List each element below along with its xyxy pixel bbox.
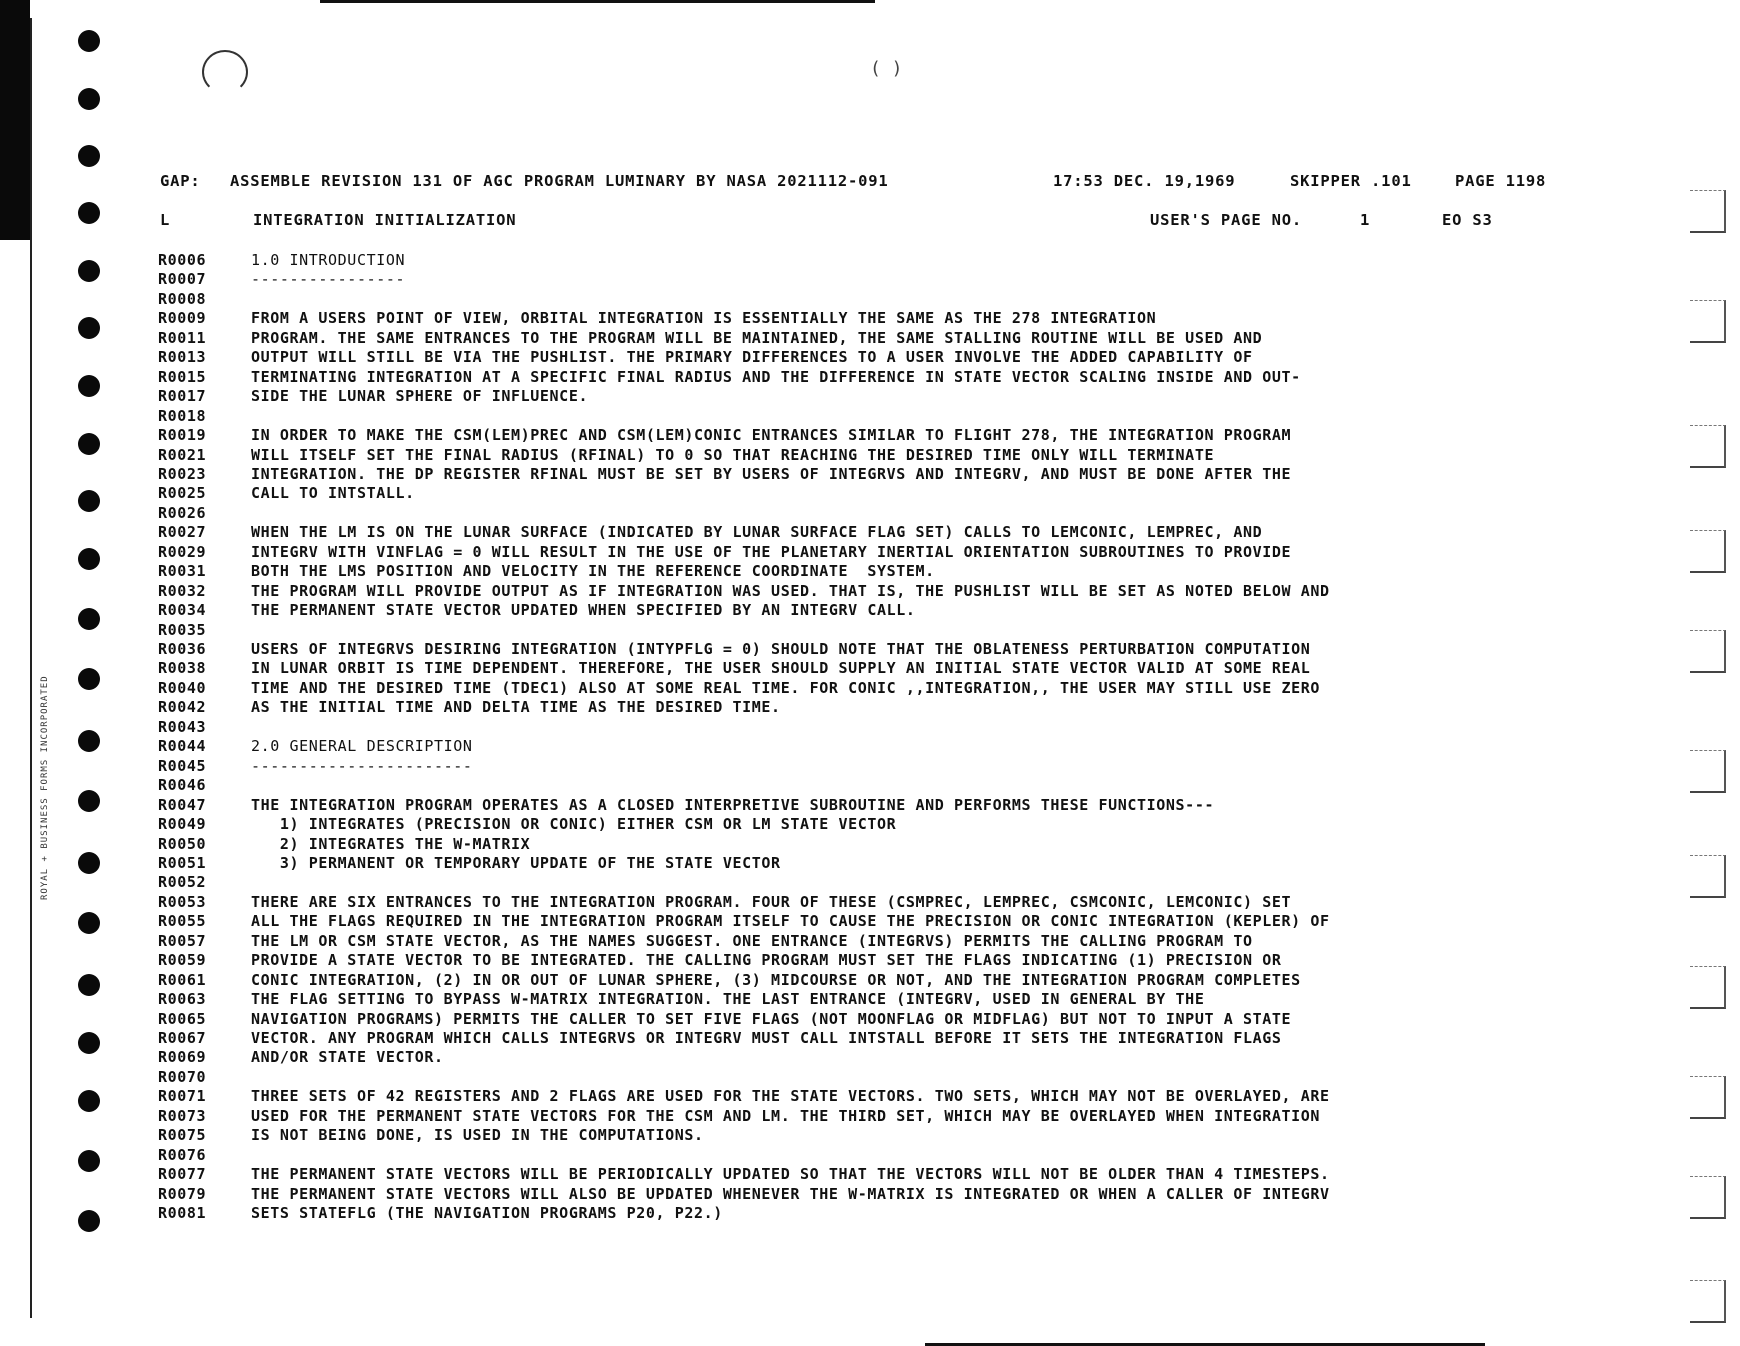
- tractor-feed-holes: [78, 30, 106, 1330]
- line-text: AS THE INITIAL TIME AND DELTA TIME AS THE DESIRED TIME.: [251, 698, 781, 717]
- line-text: TERMINATING INTEGRATION AT A SPECIFIC FINAL RADIUS AND THE DIFFERENCE IN STATE VECTOR SCALING INSIDE AND OUT-: [251, 367, 1301, 386]
- form-vendor-text: ROYAL + BUSINESS FORMS INCORPORATED: [40, 675, 50, 900]
- margin-bracket-mark: [1690, 190, 1726, 233]
- feed-hole: [78, 490, 100, 512]
- line-text: THE PERMANENT STATE VECTOR UPDATED WHEN SPECIFIED BY AN INTEGRV CALL.: [251, 601, 916, 620]
- record-number: R0061: [158, 970, 207, 989]
- margin-bracket-mark: [1690, 530, 1726, 573]
- line-text: BOTH THE LMS POSITION AND VELOCITY IN THE REFERENCE COORDINATE SYSTEM.: [251, 562, 935, 581]
- line-text: OUTPUT WILL STILL BE VIA THE PUSHLIST. THE PRIMARY DIFFERENCES TO A USER INVOLVE THE ADDED CAPABILITY OF: [251, 348, 1253, 367]
- record-number: R0021: [158, 445, 207, 464]
- line-text: SIDE THE LUNAR SPHERE OF INFLUENCE.: [251, 387, 589, 406]
- margin-bracket-mark: [1690, 1176, 1726, 1219]
- margin-bracket-mark: [1690, 425, 1726, 468]
- feed-hole: [78, 1210, 100, 1232]
- record-number: R0045: [158, 756, 207, 775]
- record-number: R0006: [158, 251, 207, 269]
- record-number: R0065: [158, 1009, 207, 1028]
- record-number: R0049: [158, 815, 207, 834]
- line-text: VECTOR. ANY PROGRAM WHICH CALLS INTEGRVS OR INTEGRV MUST CALL INTSTALL BEFORE IT SETS THE INTEGRATION FLAGS: [251, 1029, 1282, 1047]
- feed-hole: [78, 375, 100, 397]
- feed-hole: [78, 1032, 100, 1054]
- line-text: CALL TO INTSTALL.: [251, 484, 415, 503]
- line-text: THE PERMANENT STATE VECTORS WILL BE PERIODICALLY UPDATED SO THAT THE VECTORS WILL NOT BE OLDER THAN 4 TIMESTEPS.: [251, 1165, 1330, 1184]
- record-number: R0070: [158, 1067, 207, 1086]
- margin-bracket-mark: [1690, 855, 1726, 898]
- user-page-label: USER'S PAGE NO.: [1150, 211, 1302, 229]
- section-header: [160, 211, 1560, 233]
- feed-hole: [78, 1090, 100, 1112]
- header-title: ASSEMBLE REVISION 131 OF AGC PROGRAM LUMINARY BY NASA 2021112-091: [230, 172, 889, 190]
- header-timestamp: 17:53 DEC. 19,1969: [1053, 172, 1236, 190]
- record-number: R0050: [158, 834, 207, 853]
- feed-hole: [78, 317, 100, 339]
- line-text: IN ORDER TO MAKE THE CSM(LEM)PREC AND CSM(LEM)CONIC ENTRANCES SIMILAR TO FLIGHT 278, THE INTEGRATION PROGRAM: [251, 426, 1292, 445]
- record-number: R0038: [158, 659, 207, 678]
- line-text: 2) INTEGRATES THE W-MATRIX: [251, 834, 531, 853]
- line-text: NAVIGATION PROGRAMS) PERMITS THE CALLER TO SET FIVE FLAGS (NOT MOONFLAG OR MIDFLAG) BUT NOT TO INPUT A STATE: [251, 1009, 1292, 1028]
- line-type: L: [160, 211, 171, 229]
- record-number: R0073: [158, 1106, 207, 1125]
- margin-bracket-mark: [1690, 1280, 1726, 1323]
- record-number: R0019: [158, 426, 207, 445]
- header-page-number: PAGE 1198: [1455, 172, 1547, 190]
- record-number: R0077: [158, 1165, 207, 1184]
- circle-mark: [202, 50, 248, 94]
- record-number: R0044: [158, 737, 207, 756]
- feed-hole: [78, 974, 100, 996]
- line-text: 1.0 INTRODUCTION: [251, 251, 406, 269]
- line-text: SETS STATEFLG (THE NAVIGATION PROGRAMS P20, P22.): [251, 1204, 723, 1223]
- feed-hole: [78, 852, 100, 874]
- line-text: -----------------------: [251, 756, 473, 775]
- user-page-number: 1: [1360, 211, 1371, 229]
- line-text: THE FLAG SETTING TO BYPASS W-MATRIX INTEGRATION. THE LAST ENTRANCE (INTEGRV, USED IN GENERAL BY THE: [251, 990, 1205, 1009]
- record-number: R0043: [158, 717, 207, 736]
- line-text: ----------------: [251, 270, 406, 289]
- record-number: R0029: [158, 542, 207, 561]
- feed-hole: [78, 88, 100, 110]
- line-text: ALL THE FLAGS REQUIRED IN THE INTEGRATION PROGRAM ITSELF TO CAUSE THE PRECISION OR CONIC INTEGRATION (KEPLER) OF: [251, 912, 1330, 931]
- line-text: PROVIDE A STATE VECTOR TO BE INTEGRATED. THE CALLING PROGRAM MUST SET THE FLAGS INDICATING (1) PRECISION OR: [251, 951, 1282, 970]
- line-text: AND/OR STATE VECTOR.: [251, 1048, 444, 1067]
- record-number: R0067: [158, 1029, 207, 1047]
- feed-hole: [78, 260, 100, 282]
- record-number: R0026: [158, 503, 207, 522]
- line-text: THREE SETS OF 42 REGISTERS AND 2 FLAGS ARE USED FOR THE STATE VECTORS. TWO SETS, WHICH MAY NOT BE OVERLAYED, ARE: [251, 1087, 1330, 1106]
- feed-hole: [78, 668, 100, 690]
- margin-line: [30, 18, 32, 1318]
- line-text: WILL ITSELF SET THE FINAL RADIUS (RFINAL) TO 0 SO THAT REACHING THE DESIRED TIME ONLY WILL TERMINATE: [251, 445, 1215, 464]
- line-text: IN LUNAR ORBIT IS TIME DEPENDENT. THEREFORE, THE USER SHOULD SUPPLY AN INITIAL STATE VECTOR VALID AT SOME REAL: [251, 659, 1311, 678]
- record-number: R0052: [158, 873, 207, 892]
- record-number: R0075: [158, 1126, 207, 1145]
- record-number: R0047: [158, 795, 207, 814]
- record-number: R0057: [158, 931, 207, 950]
- record-number: R0079: [158, 1184, 207, 1203]
- record-number: R0053: [158, 892, 207, 911]
- line-text: PROGRAM. THE SAME ENTRANCES TO THE PROGRAM WILL BE MAINTAINED, THE SAME STALLING ROUTINE WILL BE USED AND: [251, 328, 1263, 347]
- line-text: 3) PERMANENT OR TEMPORARY UPDATE OF THE STATE VECTOR: [251, 853, 781, 872]
- record-number: R0027: [158, 523, 207, 542]
- record-number: R0035: [158, 620, 207, 639]
- line-text: THE INTEGRATION PROGRAM OPERATES AS A CLOSED INTERPRETIVE SUBROUTINE AND PERFORMS THESE FUNCTIONS---: [251, 795, 1215, 814]
- line-text: THE PROGRAM WILL PROVIDE OUTPUT AS IF INTEGRATION WAS USED. THAT IS, THE PUSHLIST WILL BE SET AS NOTED BELOW AND: [251, 581, 1330, 600]
- record-number: R0018: [158, 406, 207, 425]
- record-number: R0059: [158, 951, 207, 970]
- record-number: R0040: [158, 678, 207, 697]
- feed-hole: [78, 790, 100, 812]
- feed-hole: [78, 548, 100, 570]
- record-number: R0007: [158, 270, 207, 289]
- record-number: R0071: [158, 1087, 207, 1106]
- record-number: R0015: [158, 367, 207, 386]
- line-text: INTEGRV WITH VINFLAG = 0 WILL RESULT IN THE USE OF THE PLANETARY INERTIAL ORIENTATION SUBROUTINES TO PROVIDE: [251, 542, 1292, 561]
- line-text: CONIC INTEGRATION, (2) IN OR OUT OF LUNAR SPHERE, (3) MIDCOURSE OR NOT, AND THE INTEGRATION PROGRAM COMPLETES: [251, 970, 1301, 989]
- line-text: 1) INTEGRATES (PRECISION OR CONIC) EITHER CSM OR LM STATE VECTOR: [251, 815, 897, 834]
- feed-hole: [78, 433, 100, 455]
- feed-hole: [78, 608, 100, 630]
- feed-hole: [78, 1150, 100, 1172]
- feed-hole: [78, 202, 100, 224]
- line-text: USED FOR THE PERMANENT STATE VECTORS FOR THE CSM AND LM. THE THIRD SET, WHICH MAY BE OVERLAYED WHEN INTEGRATION: [251, 1106, 1321, 1125]
- record-number: R0063: [158, 990, 207, 1009]
- feed-hole: [78, 730, 100, 752]
- line-text: INTEGRATION. THE DP REGISTER RFINAL MUST BE SET BY USERS OF INTEGRVS AND INTEGRV, AND MUST BE DONE AFTER THE: [251, 464, 1292, 483]
- paren-mark: ( ): [870, 58, 903, 79]
- record-number: R0081: [158, 1204, 207, 1223]
- eo-label: EO S3: [1442, 211, 1493, 229]
- record-number: R0069: [158, 1048, 207, 1067]
- record-number: R0046: [158, 776, 207, 795]
- right-margin-marks: [1690, 190, 1730, 1310]
- margin-bracket-mark: [1690, 750, 1726, 793]
- record-number: R0025: [158, 484, 207, 503]
- line-text: WHEN THE LM IS ON THE LUNAR SURFACE (INDICATED BY LUNAR SURFACE FLAG SET) CALLS TO LEMCONIC, LEMPREC, AND: [251, 523, 1263, 542]
- feed-hole: [78, 30, 100, 52]
- listing: [158, 250, 1558, 1310]
- margin-bracket-mark: [1690, 966, 1726, 1009]
- feed-hole: [78, 912, 100, 934]
- margin-bracket-mark: [1690, 1076, 1726, 1119]
- feed-hole: [78, 145, 100, 167]
- record-number: R0008: [158, 289, 207, 308]
- record-number: R0011: [158, 328, 207, 347]
- margin-bracket-mark: [1690, 630, 1726, 673]
- record-number: R0042: [158, 698, 207, 717]
- line-text: THE LM OR CSM STATE VECTOR, AS THE NAMES SUGGEST. ONE ENTRANCE (INTEGRVS) PERMITS THE CALLING PROGRAM TO: [251, 931, 1253, 950]
- line-text: IS NOT BEING DONE, IS USED IN THE COMPUTATIONS.: [251, 1126, 704, 1145]
- record-number: R0031: [158, 562, 207, 581]
- line-text: 2.0 GENERAL DESCRIPTION: [251, 737, 473, 756]
- scan-edge-shadow: [0, 0, 30, 240]
- record-number: R0023: [158, 464, 207, 483]
- record-number: R0034: [158, 601, 207, 620]
- record-number: R0036: [158, 640, 207, 658]
- record-number: R0055: [158, 912, 207, 931]
- margin-bracket-mark: [1690, 300, 1726, 343]
- line-text: THE PERMANENT STATE VECTORS WILL ALSO BE UPDATED WHENEVER THE W-MATRIX IS INTEGRATED OR WHEN A CALLER OF INTEGRV: [251, 1184, 1330, 1203]
- record-number: R0009: [158, 309, 207, 328]
- top-rule: [320, 0, 875, 3]
- record-number: R0051: [158, 853, 207, 872]
- page-header: [160, 172, 1560, 194]
- header-user: SKIPPER .101: [1290, 172, 1412, 190]
- record-number: R0013: [158, 348, 207, 367]
- record-number: R0032: [158, 581, 207, 600]
- section-title: INTEGRATION INITIALIZATION: [253, 211, 517, 229]
- header-gap-label: GAP:: [160, 172, 201, 190]
- line-text: THERE ARE SIX ENTRANCES TO THE INTEGRATION PROGRAM. FOUR OF THESE (CSMPREC, LEMPREC, CSMCONIC, LEMCONIC) SET: [251, 892, 1292, 911]
- record-number: R0017: [158, 387, 207, 406]
- line-text: USERS OF INTEGRVS DESIRING INTEGRATION (INTYPFLG = 0) SHOULD NOTE THAT THE OBLATENESS PERTURBATION COMPUTATION: [251, 640, 1311, 658]
- line-text: FROM A USERS POINT OF VIEW, ORBITAL INTEGRATION IS ESSENTIALLY THE SAME AS THE 278 INTEGRATION: [251, 309, 1157, 328]
- line-text: TIME AND THE DESIRED TIME (TDEC1) ALSO AT SOME REAL TIME. FOR CONIC ,,INTEGRATION,, THE USER MAY STILL USE ZERO: [251, 678, 1321, 697]
- record-number: R0076: [158, 1145, 207, 1164]
